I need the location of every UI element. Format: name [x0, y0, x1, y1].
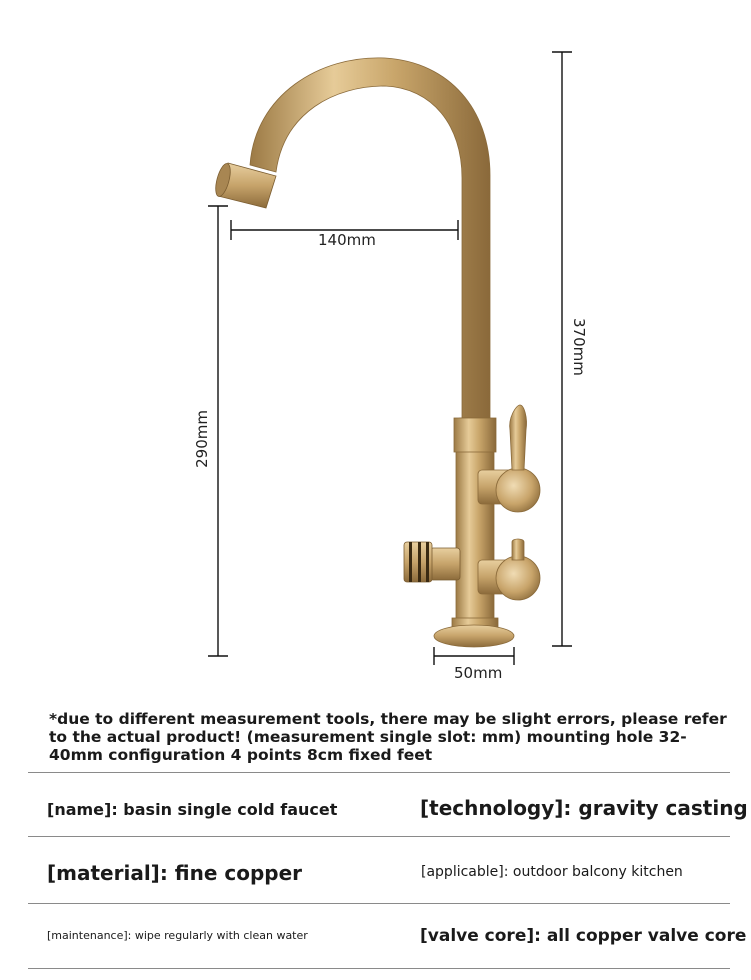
divider	[28, 968, 730, 969]
dim-label-total-height: 370mm	[570, 318, 588, 376]
measurement-note: *due to different measurement tools, there may be slight errors, please refer to the actual product! (measurement single slot: mm) mounting hole 32-40mm configuration 4 points 8cm fixed feet	[49, 710, 727, 764]
spec-valve-core: [valve core]: all copper valve core	[420, 926, 747, 946]
dim-label-spout-height: 290mm	[193, 410, 211, 468]
dim-label-reach: 140mm	[318, 231, 376, 249]
divider	[28, 836, 730, 837]
upper-handle-knob	[496, 468, 540, 512]
faucet-base	[434, 625, 514, 647]
spec-applicable: [applicable]: outdoor balcony kitchen	[421, 864, 683, 880]
spec-name: [name]: basin single cold faucet	[47, 800, 338, 819]
spec-technology: [technology]: gravity casting	[420, 796, 748, 820]
spec-maintenance: [maintenance]: wipe regularly with clean water	[47, 929, 308, 942]
divider	[28, 903, 730, 904]
divider	[28, 772, 730, 773]
dim-label-base: 50mm	[454, 664, 503, 682]
lower-handle-knob	[496, 556, 540, 600]
upper-lever	[510, 405, 527, 470]
hose-connector	[404, 542, 460, 582]
lower-lever	[512, 539, 524, 560]
spec-material: [material]: fine copper	[47, 861, 303, 885]
